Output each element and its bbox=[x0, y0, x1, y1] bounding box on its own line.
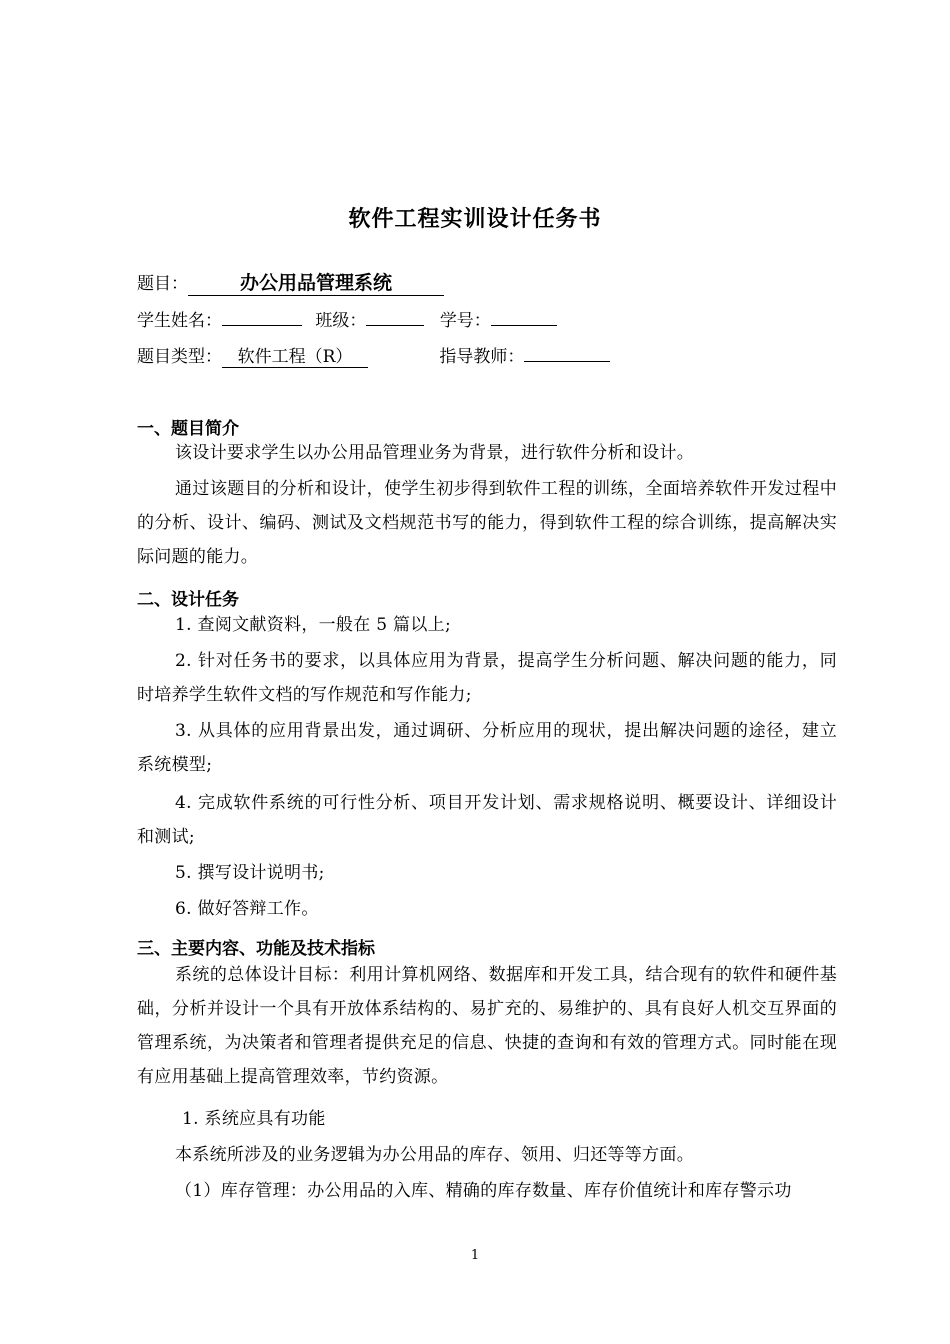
topic-label: 题目： bbox=[137, 274, 188, 294]
type-value: 软件工程（R） bbox=[237, 347, 353, 367]
section-heading: 一、题目简介 bbox=[137, 419, 239, 439]
list-item: 2. 针对任务书的要求，以具体应用为背景，提高学生分析问题、解决问题的能力，同时培养学生软件文档的写作规范和写作能力; bbox=[137, 651, 837, 705]
list-item: 4. 完成软件系统的可行性分析、项目开发计划、需求规格说明、概要设计、详细设计和测试; bbox=[137, 793, 837, 847]
paragraph: 通过该题目的分析和设计，使学生初步得到软件工程的训练，全面培养软件开发过程中的分析、设计、编码、测试及文档规范书写的能力，得到软件工程的综合训练，提高解决实际问题的能力。 bbox=[137, 479, 837, 567]
student-name-blank bbox=[222, 307, 302, 326]
section-heading: 二、设计任务 bbox=[137, 590, 239, 610]
list-item: 6. 做好答辩工作。 bbox=[175, 899, 319, 919]
list-item: 5. 撰写设计说明书; bbox=[175, 863, 325, 883]
topic-field bbox=[188, 268, 444, 296]
document-title: 软件工程实训设计任务书 bbox=[348, 207, 602, 232]
topic-value: 办公用品管理系统 bbox=[239, 272, 392, 294]
student-id-blank bbox=[491, 307, 557, 326]
teacher-blank bbox=[524, 343, 610, 362]
class-label: 班级： bbox=[315, 311, 367, 331]
class-blank bbox=[366, 307, 424, 326]
section-heading: 三、主要内容、功能及技术指标 bbox=[137, 939, 375, 959]
type-row bbox=[137, 342, 610, 368]
list-item: 1. 查阅文献资料，一般在 5 篇以上; bbox=[175, 615, 451, 635]
type-field bbox=[222, 342, 368, 368]
student-name-label: 学生姓名： bbox=[137, 311, 222, 331]
paragraph: 该设计要求学生以办公用品管理业务为背景，进行软件分析和设计。 bbox=[175, 443, 694, 463]
paragraph: 本系统所涉及的业务逻辑为办公用品的库存、领用、归还等等方面。 bbox=[175, 1145, 694, 1165]
subheading: 1. 系统应具有功能 bbox=[182, 1109, 326, 1129]
type-label: 题目类型： bbox=[137, 347, 222, 367]
paragraph: （1）库存管理：办公用品的入库、精确的库存数量、库存价值统计和库存警示功 bbox=[175, 1181, 792, 1201]
student-row bbox=[137, 306, 557, 331]
paragraph: 系统的总体设计目标：利用计算机网络、数据库和开发工具，结合现有的软件和硬件基础，分析并设计一个具有开放体系结构的、易扩充的、易维护的、具有良好人机交互界面的管理系统，为决策者和管理者提供充足的信息、快捷的查询和有效的管理方式。同时能在现有应用基础上提高管理效率，节约资源。 bbox=[137, 965, 837, 1087]
topic-row bbox=[137, 268, 444, 296]
list-item: 3. 从具体的应用背景出发，通过调研、分析应用的现状，提出解决问题的途径，建立系统模型; bbox=[137, 721, 837, 775]
page-number: 1 bbox=[470, 1248, 480, 1263]
student-id-label: 学号： bbox=[439, 311, 491, 331]
teacher-label: 指导教师： bbox=[439, 347, 525, 367]
